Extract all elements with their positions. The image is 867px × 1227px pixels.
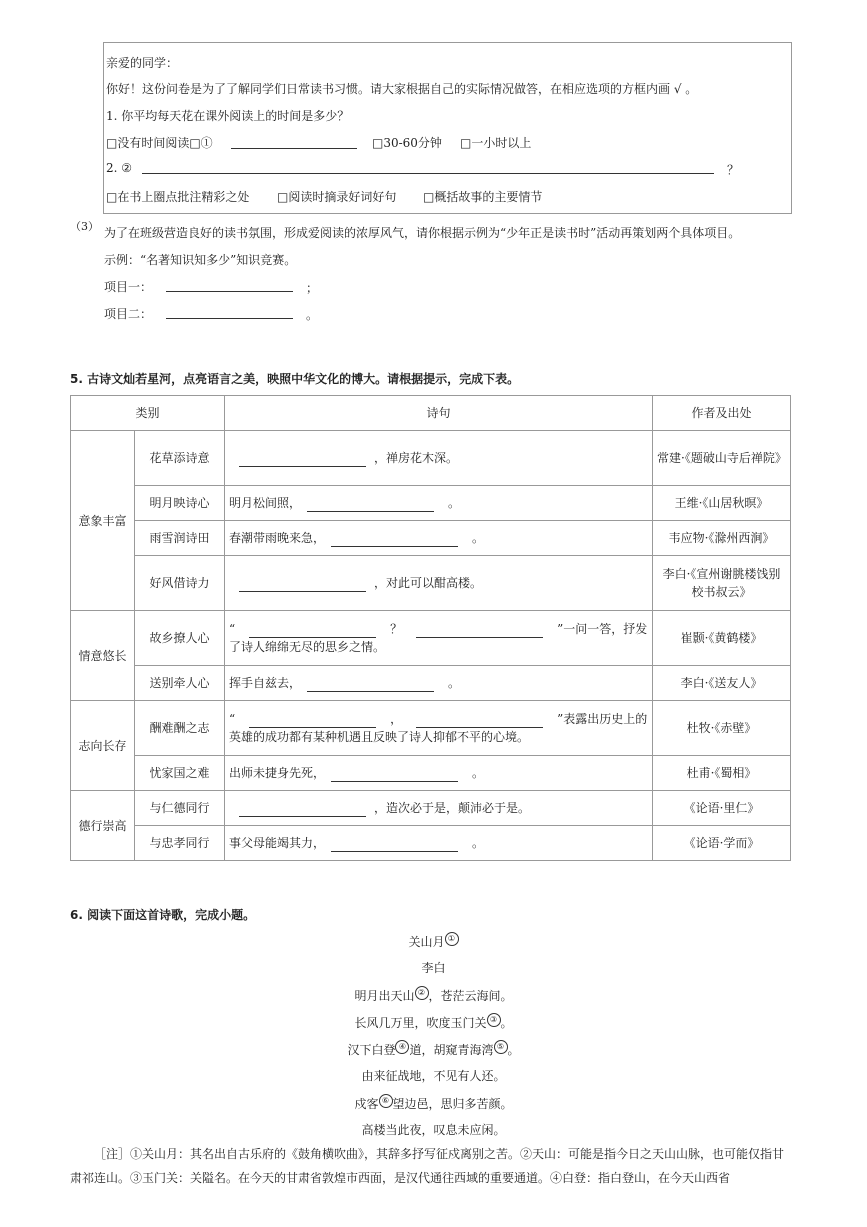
row-verse: 春潮带雨晚来急， 。 [225, 521, 653, 556]
table-row [71, 666, 791, 701]
survey-q1-option2: □30-60分钟 [372, 136, 442, 150]
answer-blank[interactable] [166, 277, 293, 292]
table-row [71, 701, 791, 756]
q3-number: （3） [70, 220, 99, 233]
survey-q2-option3: □概括故事的主要情节 [423, 190, 543, 204]
survey-q2-end: ？ [727, 163, 740, 177]
answer-blank[interactable] [331, 767, 458, 782]
row-source: 崔颢·《黄鹤楼》 [653, 611, 791, 666]
row-source: 韦应物·《滁州西涧》 [653, 521, 791, 556]
row-subcategory: 与忠孝同行 [135, 826, 225, 861]
table-row [71, 611, 791, 666]
group-label: 情意悠长 [71, 611, 135, 701]
survey-q1: 1. 你平均每天花在课外阅读上的时间是多少？ [106, 109, 350, 123]
table-row [71, 521, 791, 556]
table-row [71, 486, 791, 521]
row-source: 《论语·学而》 [653, 826, 791, 861]
survey-q2: 2. ② [106, 161, 133, 175]
table-row [71, 826, 791, 861]
header-source: 作者及出处 [653, 396, 791, 431]
q5-title: 5. 古诗文灿若星河，点亮语言之美，映照中华文化的博大。请根据提示，完成下表。 [70, 372, 520, 386]
row-verse: 明月松间照， 。 [225, 486, 653, 521]
answer-blank[interactable] [249, 623, 376, 638]
poetry-table [70, 395, 791, 861]
poem-line: 戍客 ⑥ 望边邑，思归多苦颜。 [354, 1096, 513, 1111]
row-subcategory: 好风借诗力 [135, 556, 225, 611]
answer-blank[interactable] [331, 837, 458, 852]
table-row [71, 556, 791, 611]
answer-blank[interactable] [239, 577, 366, 592]
row-verse: 事父母能竭其力， 。 [225, 826, 653, 861]
q6-title: 6. 阅读下面这首诗歌，完成小题。 [70, 908, 256, 922]
answer-blank[interactable] [142, 159, 714, 174]
header-category: 类别 [71, 396, 225, 431]
q3-item1-label: 项目一： [104, 280, 153, 294]
row-verse: ，对此可以酣高楼。 [225, 556, 653, 611]
group-label: 意象丰富 [71, 431, 135, 611]
answer-blank[interactable] [307, 497, 434, 512]
survey-greeting: 亲爱的同学： [106, 56, 179, 70]
answer-blank[interactable] [239, 452, 366, 467]
table-row [71, 756, 791, 791]
row-source: 李白·《宣州谢朓楼饯别校书叔云》 [653, 556, 791, 611]
survey-intro: 你好！这份问卷是为了了解同学们日常读书习惯。请大家根据自己的实际情况做答，在相应选项的方框内画 √ 。 [106, 82, 698, 96]
answer-blank[interactable] [249, 713, 376, 728]
row-subcategory: 送别牵人心 [135, 666, 225, 701]
q3-item2-end: 。 [306, 308, 319, 322]
answer-blank[interactable] [331, 532, 458, 547]
header-verse: 诗句 [225, 396, 653, 431]
row-subcategory: 与仁德同行 [135, 791, 225, 826]
answer-blank[interactable] [416, 713, 543, 728]
answer-blank[interactable] [307, 677, 434, 692]
row-source: 杜甫·《蜀相》 [653, 756, 791, 791]
group-label: 志向长存 [71, 701, 135, 791]
row-source: 李白·《送友人》 [653, 666, 791, 701]
row-source: 杜牧·《赤壁》 [653, 701, 791, 756]
poem-line: 长风几万里，吹度玉门关 ③ 。 [354, 1015, 513, 1030]
poem-line: 汉下白登 ④ 道，胡窥青海湾 ⑤ 。 [347, 1042, 520, 1057]
row-verse: “ ？ ”一问一答，抒发了诗人绵绵无尽的思乡之情。 [225, 611, 653, 666]
survey-q2-option2: □阅读时摘录好词好句 [277, 190, 397, 204]
row-verse: “ ， ”表露出历史上的英雄的成功都有某种机遇且反映了诗人抑郁不平的心境。 [225, 701, 653, 756]
table-row [71, 431, 791, 486]
q3-item1-end: ； [306, 281, 319, 295]
row-source: 《论语·里仁》 [653, 791, 791, 826]
answer-blank[interactable] [416, 623, 543, 638]
survey-q1-option3: □一小时以上 [460, 136, 532, 150]
row-subcategory: 酬难酬之志 [135, 701, 225, 756]
survey-q1-option1: □没有时间阅读□① [106, 136, 213, 150]
q3-text: 为了在班级营造良好的读书氛围，形成爱阅读的浓厚风气，请你根据示例为“少年正是读书时”活动再策划两个具体项目。 [104, 226, 741, 240]
row-subcategory: 花草添诗意 [135, 431, 225, 486]
table-row [71, 791, 791, 826]
survey-q2-option1: □在书上圈点批注精彩之处 [106, 190, 250, 204]
q3-item2-label: 项目二： [104, 307, 153, 321]
poem-title: 关山月 ① [0, 932, 867, 950]
poem-line: 高楼当此夜，叹息未应闲。 [361, 1123, 506, 1137]
row-source: 常建·《题破山寺后禅院》 [653, 431, 791, 486]
row-verse: 挥手自兹去， 。 [225, 666, 653, 701]
answer-blank[interactable] [239, 802, 366, 817]
poem-author: 李白 [421, 961, 446, 975]
answer-blank[interactable] [166, 304, 293, 319]
row-subcategory: 明月映诗心 [135, 486, 225, 521]
answer-blank[interactable] [231, 134, 357, 149]
row-verse: 出师未捷身先死， 。 [225, 756, 653, 791]
row-verse: ，禅房花木深。 [225, 431, 653, 486]
poem-line: 明月出天山 ② ，苍茫云海间。 [354, 988, 513, 1003]
row-subcategory: 雨雪润诗田 [135, 521, 225, 556]
row-subcategory: 故乡撩人心 [135, 611, 225, 666]
poem-line: 由来征战地，不见有人还。 [361, 1069, 506, 1083]
q3-example: 示例：“名著知识知多少”知识竞赛。 [104, 253, 297, 267]
row-subcategory: 忧家国之难 [135, 756, 225, 791]
row-verse: ，造次必于是，颠沛必于是。 [225, 791, 653, 826]
row-source: 王维·《山居秋暝》 [653, 486, 791, 521]
poem-notes: ［注］①关山月：其名出自古乐府的《鼓角横吹曲》，其辞多抒写征戍离别之苦。②天山：可能是指今日之天山山脉，也可能仅指甘肃祁连山。③玉门关：关隘名。在今天的甘肃省敦煌市西面，是汉代通往西域的重要通道。④白登：指白登山，在今天山西省 [70, 1147, 785, 1185]
group-label: 德行崇高 [71, 791, 135, 861]
table-header-row [71, 396, 791, 431]
